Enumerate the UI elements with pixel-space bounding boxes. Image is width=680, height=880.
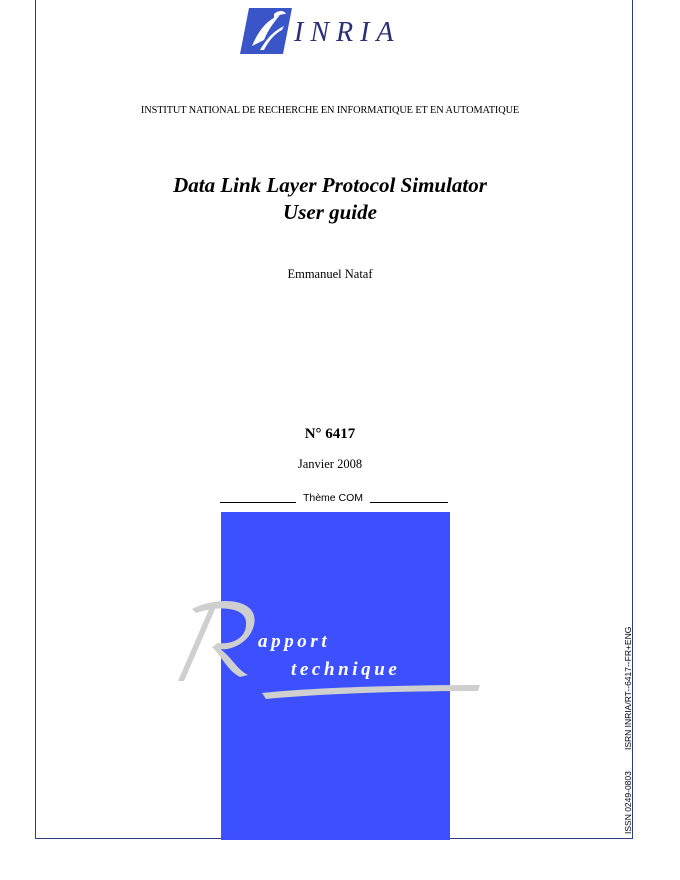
theme-rule-right (370, 502, 448, 503)
isrn-report-id: ISRN INRIA/RT--6417--FR+ENG (623, 626, 633, 750)
theme-row (220, 492, 448, 506)
rapport-word: apport (258, 631, 331, 652)
logo-wordmark: INRIA (294, 17, 401, 48)
institute-name: INSTITUT NATIONAL DE RECHERCHE EN INFORMATIQUE ET EN AUTOMATIQUE (140, 105, 520, 116)
report-date: Janvier 2008 (297, 457, 363, 471)
inria-bird-logo-icon (240, 6, 292, 56)
title-line-1: Data Link Layer Protocol Simulator (173, 173, 487, 197)
inria-logo (240, 6, 401, 56)
report-number: N° 6417 (304, 426, 356, 442)
report-title (0, 172, 660, 226)
issn-number: ISSN 0249-0803 (623, 771, 633, 834)
technique-word: technique (291, 659, 401, 680)
author-name: Emmanuel Nataf (287, 267, 373, 281)
theme-rule-left (220, 502, 296, 503)
theme-label: Thème COM (302, 492, 364, 504)
title-line-2: User guide (283, 200, 377, 224)
